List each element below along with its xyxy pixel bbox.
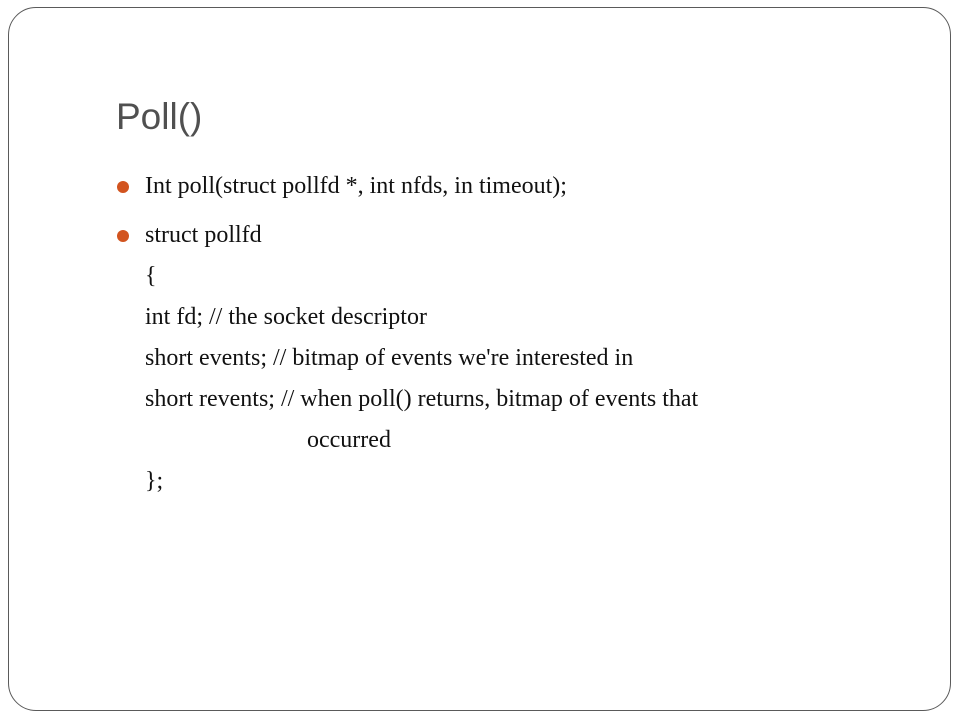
bullet-dot-icon bbox=[117, 181, 129, 193]
code-line: { bbox=[145, 263, 157, 289]
code-line: short events; // bitmap of events we're interested in bbox=[145, 345, 634, 371]
slide-frame bbox=[8, 7, 951, 711]
bullet-list bbox=[145, 166, 935, 510]
bullet-dot-icon bbox=[117, 230, 129, 242]
slide-title: Poll() bbox=[116, 96, 203, 137]
code-line: }; bbox=[145, 468, 164, 494]
code-line: struct pollfd bbox=[145, 222, 262, 248]
bullet-item-pollfd-struct bbox=[145, 215, 935, 502]
bullet-text: Int poll(struct pollfd *, int nfds, in timeout); bbox=[145, 173, 567, 199]
bullet-item-poll-signature bbox=[145, 166, 935, 207]
code-line-wrapped: occurred bbox=[307, 427, 391, 453]
code-line: short revents; // when poll() returns, bitmap of events that bbox=[145, 386, 699, 412]
code-line: int fd; // the socket descriptor bbox=[145, 304, 427, 330]
